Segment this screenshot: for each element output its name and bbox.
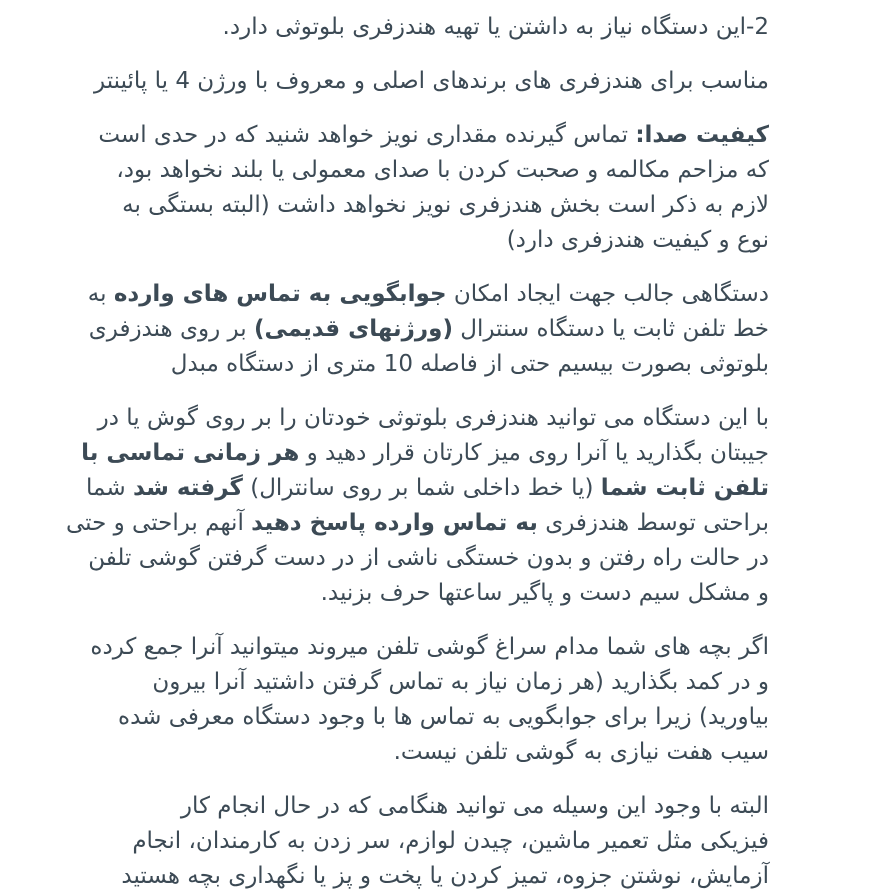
body-text: آنهم براحتی و حتی (65, 510, 252, 536)
body-text: براحتی توسط هندزفری (537, 510, 769, 536)
text-line (88, 312, 769, 347)
body-text: شما (86, 475, 133, 501)
text-line (104, 347, 769, 382)
body-text: نوع و کیفیت هندزفری دارد) (506, 227, 769, 253)
bold-text: (ورژنهای قدیمی) (253, 316, 453, 342)
bold-text: جوابگویی به تماس های وارده (113, 281, 447, 307)
text-line (81, 436, 769, 471)
body-text: بیاورید) زیرا برای جوابگویی به تماس ها با وجود دستگاه معرفی شده (118, 704, 769, 730)
paragraph (104, 789, 769, 894)
product-description (65, 0, 769, 894)
text-line (86, 471, 769, 506)
body-text: در حالت راه رفتن و بدون خستگی ناشی از در دست گرفتن گوشی تلفن (88, 545, 769, 571)
body-text: مناسب برای هندزفری های برندهای اصلی و معروف با ورژن 4 یا پائینتر (94, 68, 769, 94)
body-text: سیب هفت نیازی به گوشی تلفن نیست. (393, 739, 769, 765)
body-text: و در کمد بگذارید (هر زمان نیاز به تماس گرفتن داشتید آنرا بیرون (152, 669, 769, 695)
body-text: و مشکل سیم دست و پاگیر ساعتها حرف بزنید. (320, 580, 769, 606)
body-text: بر روی هندزفری (88, 316, 254, 342)
bold-text: تلفن ثابت شما (600, 475, 769, 501)
bold-text: هر زمانی تماسی با (81, 440, 300, 466)
paragraph (98, 118, 769, 258)
body-text: خط تلفن ثابت یا دستگاه سنترال (452, 316, 769, 342)
paragraph (87, 277, 769, 382)
text-line (104, 700, 769, 735)
body-text: تماس گیرنده مقداری نویز خواهد شنید که در حدی است (98, 122, 636, 148)
body-text: که مزاحم مکالمه و صحبت کردن با صدای معمولی یا بلند نخواهد بود، (116, 157, 769, 183)
text-line (87, 277, 769, 312)
body-text: اگر بچه های شما مدام سراغ گوشی تلفن میروند میتوانید آنرا جمع کرده (90, 634, 769, 660)
paragraph (104, 10, 769, 45)
body-text: آزمایش، نوشتن جزوه، تمیز کردن یا پخت و پز یا نگهداری بچه هستید (121, 863, 769, 889)
text-line (104, 10, 769, 45)
body-text: دستگاهی جالب جهت ایجاد امکان (446, 281, 769, 307)
text-line (104, 153, 769, 188)
body-text: به (87, 281, 114, 307)
body-text: با این دستگاه می توانید هندزفری بلوتوثی خودتان را بر روی گوش یا در (97, 405, 769, 431)
text-line (88, 541, 769, 576)
text-line (97, 401, 769, 436)
text-line (65, 506, 769, 541)
body-text: بلوتوثی بصورت بیسیم حتی از فاصله 10 متری از دستگاه مبدل (170, 351, 769, 377)
text-line (104, 665, 769, 700)
body-text: فیزیکی مثل تعمیر ماشین، چیدن لوازم، سر زدن به کارمندان، انجام (132, 828, 769, 854)
text-line (104, 735, 769, 770)
bold-text: کیفیت صدا: (635, 122, 769, 148)
paragraph (94, 64, 769, 99)
body-text: جیبتان بگذارید یا آنرا روی میز کارتان قرار دهید و (299, 440, 769, 466)
body-text: لازم به ذکر است بخش هندزفری نویز نخواهد داشت (البته بستگی به (122, 192, 769, 218)
text-line (94, 64, 769, 99)
text-line (90, 630, 769, 665)
text-line (104, 188, 769, 223)
text-line (104, 576, 769, 611)
text-line (104, 859, 769, 894)
text-line (104, 789, 769, 824)
text-line (98, 118, 769, 153)
body-text: (یا خط داخلی شما بر روی سانترال) (242, 475, 601, 501)
body-text: 2-این دستگاه نیاز به داشتن یا تهیه هندزفری بلوتوثی دارد. (222, 14, 769, 40)
text-line (104, 223, 769, 258)
paragraph (90, 630, 769, 770)
body-text: البته با وجود این وسیله می توانید هنگامی که در حال انجام کار (180, 793, 769, 819)
bold-text: به تماس وارده پاسخ دهید (251, 510, 538, 536)
bold-text: گرفته شد (132, 475, 243, 501)
text-line (104, 824, 769, 859)
paragraph (65, 401, 769, 611)
